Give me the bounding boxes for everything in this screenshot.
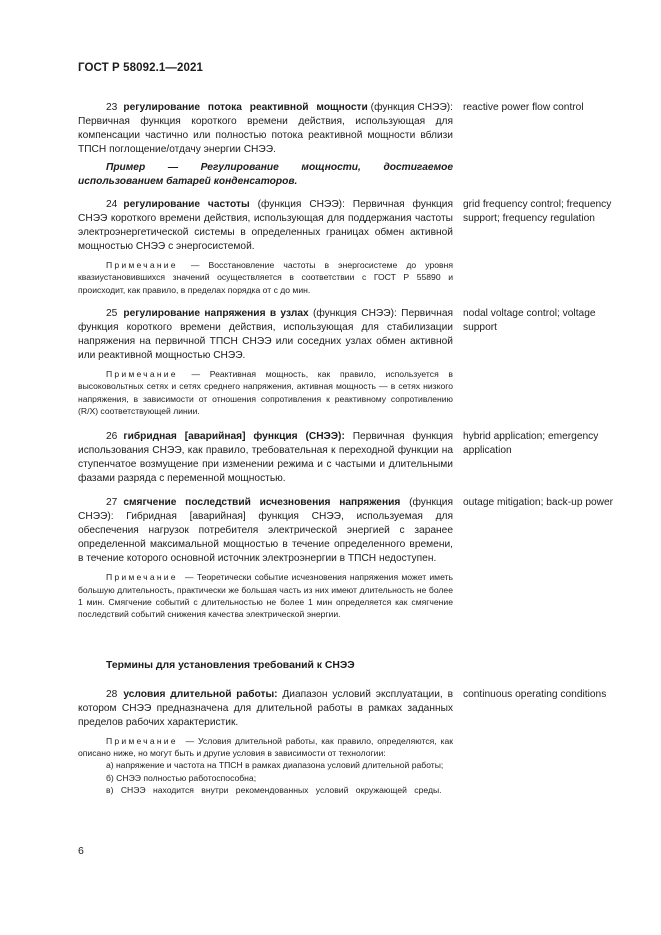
term-note: [78, 368, 453, 416]
term-number: 26: [106, 431, 118, 442]
term-text: (функция СНЭЭ): Первичная функция короткого времени действия, использующая для стабилизации напряжения на первичной ТПСН СНЭЭ или соседних узлах обмен активной или реактивной мощностью СНЭЭ.: [78, 308, 453, 362]
english-term-26: hybrid application; emergency application: [463, 431, 599, 456]
english-term-28: continuous operating conditions: [463, 689, 607, 700]
term-number: 28: [106, 689, 118, 700]
term-number: 23: [106, 102, 118, 113]
term-example: [78, 161, 453, 189]
example-label: Пример: [106, 162, 146, 174]
note-label: Примечание: [106, 369, 178, 380]
note-label: Примечание: [106, 736, 178, 747]
page-number: 6: [78, 845, 84, 857]
term-entry-25: [78, 307, 453, 417]
term-note: [78, 735, 453, 759]
note-text: — Реактивная мощность, как правило, используется в высоковольтных сетях и сетях среднего напряжения, активная мощность — в сетях низкого напряжения, в зависимости от отношения сопротивления к реактивному сопротивлению (R/X) соответствующей линии.: [78, 369, 453, 416]
term-entry-26: [78, 430, 453, 486]
term-name: регулирование частоты: [123, 199, 250, 210]
term-entry-28: [78, 688, 453, 796]
term-name: регулирование потока реактивной мощности: [123, 102, 368, 113]
english-term-24: grid frequency control; frequency support; frequency regulation: [463, 199, 612, 224]
term-number: 25: [106, 308, 118, 319]
note-text: — Восстановление частоты в энергосистеме до уровня квазиустановившихся значений осуществляется в соответствии с ГОСТ Р 55890 и происходит, как правило, в пределах порядка от с до мин.: [78, 260, 453, 295]
term-text: (функция СНЭЭ): Гибридная [аварийная] функция СНЭЭ, используемая для обеспечения нагрузок потребителя электрической энергией с заранее определенной максимальной мощностью в течение определенного времени, в течение которого основной источник электроэнергии в ТПСН недоступен.: [78, 497, 453, 565]
term-definition: [78, 101, 453, 157]
term-definition: [78, 198, 453, 254]
list-item: в) СНЭЭ находится внутри рекомендованных условий окружающей среды.: [106, 784, 442, 795]
term-text: (функция СНЭЭ): Первичная функция СНЭЭ короткого времени действия, использующая для поддержания частоты электроэнергетической системы в определенных границах обмен активной мощностью СНЭЭ с энергосистемой.: [78, 199, 453, 253]
english-term-27: outage mitigation; back-up power: [463, 497, 614, 508]
note-text: — Теоретически событие исчезновения напряжения может иметь большую длительность, практически же большая часть из них имеют длительность не более 1 мин. Смягчение событий с длительностью не более 1 мин определяется как смягчение последствий событий снижения качества электрической энергии.: [78, 572, 453, 619]
section-heading: Термины для установления требований к СНЭЭ: [106, 660, 355, 671]
list-item: а) напряжение и частота на ТПСН в рамках диапазона условий длительной работы;: [106, 760, 444, 771]
note-text: — Условия длительной работы, как правило, определяются, как описано ниже, но могут быть и другие условия в зависимости от технологии:: [78, 736, 453, 759]
term-definition: [78, 688, 453, 730]
term-definition: [78, 430, 453, 486]
term-text: Первичная функция использования СНЭЭ, как правило, требовательная к переходной функции на ступенчатое возмущение при изменении режима и с частыми и длительными фазами разряда с переменной мощностью.: [78, 431, 453, 485]
list-item: б) СНЭЭ полностью работоспособна;: [106, 772, 257, 783]
document-header: ГОСТ Р 58092.1—2021: [78, 62, 203, 74]
english-term-25: nodal voltage control; voltage support: [463, 308, 596, 333]
term-definition: [78, 307, 453, 363]
term-name: гибридная [аварийная] функция (СНЭЭ):: [123, 431, 345, 442]
term-note: [78, 259, 453, 295]
term-name: условия длительной работы:: [123, 689, 278, 700]
term-note: [78, 571, 453, 619]
term-number: 24: [106, 199, 118, 210]
term-name: смягчение последствий исчезновения напряжения: [123, 497, 401, 508]
term-name: регулирование напряжения в узлах: [123, 308, 309, 319]
term-entry-23: [78, 101, 453, 189]
term-entry-27: [78, 496, 453, 620]
term-entry-24: [78, 198, 453, 296]
term-definition: [78, 496, 453, 566]
term-text: Диапазон условий эксплуатации, в котором СНЭЭ предназначена для длительной работы в рамках заданных пределов рабочих характеристик.: [78, 689, 453, 729]
term-number: 27: [106, 497, 118, 508]
note-label: Примечание: [106, 572, 178, 583]
term-text: (функция СНЭЭ): Первичная функция короткого времени действия, использующая для компенсации частично или полностью потока реактивной мощности вблизи ТПСН поглощение/отдачу энергии СНЭЭ.: [78, 102, 453, 156]
example-text: — Регулирование мощности, достигаемое использованием батарей конденсаторов.: [78, 162, 453, 188]
note-label: Примечание: [106, 260, 178, 271]
english-term-23: reactive power flow control: [463, 102, 584, 113]
